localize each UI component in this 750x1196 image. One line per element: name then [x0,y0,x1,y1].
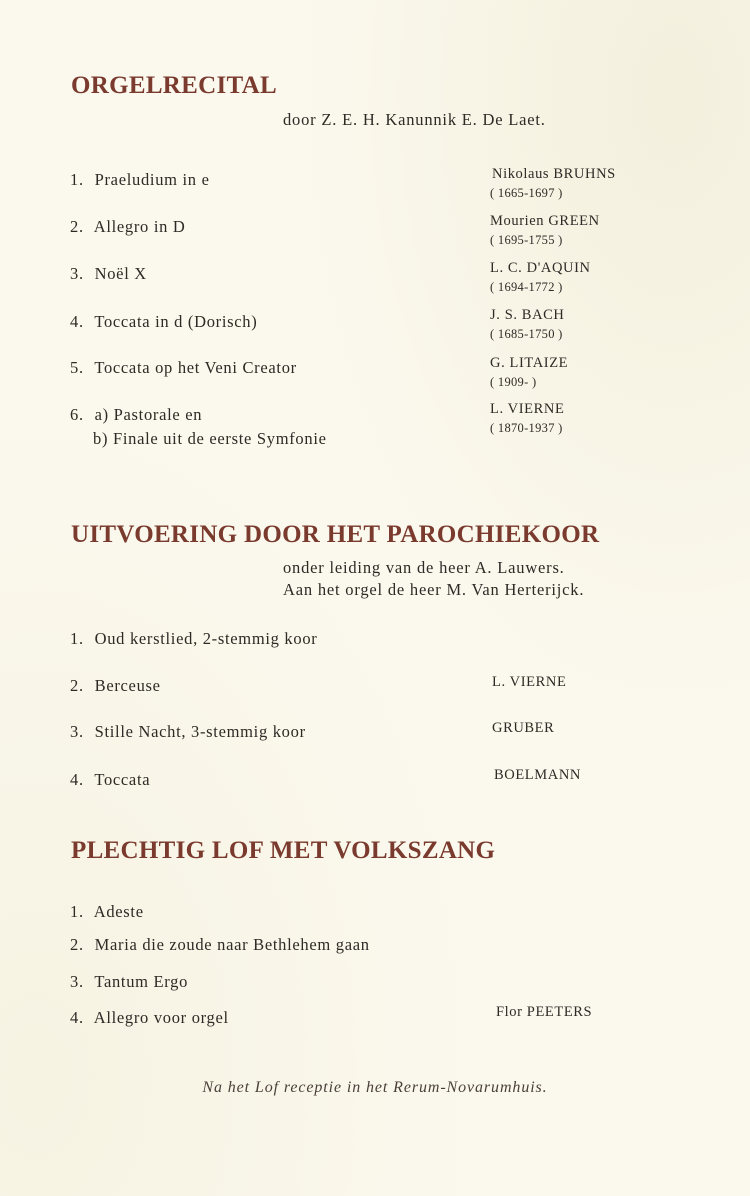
section-title-orgelrecital: ORGELRECITAL [71,72,277,99]
item-composer: J. S. BACH [490,307,565,323]
item-number: 3. [70,972,84,991]
item-title: Allegro voor orgel [93,1008,229,1027]
item-title: Allegro in D [93,217,186,236]
item-number: 2. [70,217,84,236]
item-number: 2. [70,676,84,695]
item-years: ( 1695-1755 ) [490,233,563,247]
item-composer: L. VIERNE [490,401,565,417]
list-item [70,358,297,378]
item-number: 3. [70,264,84,283]
item-composer: GRUBER [492,720,555,736]
item-years: ( 1665-1697 ) [490,186,563,200]
item-number: 1. [70,902,84,921]
item-title: Noël X [94,264,147,283]
item-title: Toccata in d (Dorisch) [94,312,258,331]
list-item [70,722,306,742]
list-item [70,264,147,284]
list-item [70,405,202,425]
item-title: Toccata op het Veni Creator [94,358,297,377]
section-title-parochiekoor: UITVOERING DOOR HET PAROCHIEKOOR [71,521,600,548]
item-number: 3. [70,722,84,741]
item-title: Stille Nacht, 3-stemmig koor [94,722,306,741]
item-number: 4. [70,312,84,331]
item-composer: BOELMANN [494,767,581,783]
item-years: ( 1870-1937 ) [490,421,563,435]
item-composer: G. LITAIZE [490,355,569,371]
koor-conductor: onder leiding van de heer A. Lauwers. [283,558,565,577]
item-number: 1. [70,170,84,189]
item-composer: L. C. D'AQUIN [490,260,591,276]
section-title-plechtig-lof: PLECHTIG LOF MET VOLKSZANG [71,837,496,864]
item-composer: Flor PEETERS [496,1004,593,1020]
item-title: Maria die zoude naar Bethlehem gaan [94,935,370,954]
list-item [70,770,150,790]
item-title: Tantum Ergo [94,972,189,991]
item-number: 6. [70,405,84,424]
item-composer: Nikolaus BRUHNS [492,166,616,182]
item-years: ( 1694-1772 ) [490,280,563,294]
item-number: 4. [70,1008,84,1027]
item-title: Berceuse [94,676,161,695]
list-item [70,1008,229,1028]
item-years: ( 1909- ) [490,375,537,389]
list-item [70,312,257,332]
item-title: Adeste [93,902,144,921]
list-item [70,629,317,649]
item-years: ( 1685-1750 ) [490,327,563,341]
item-title: Praeludium in e [94,170,210,189]
list-item [70,170,210,190]
item-composer: Mourien GREEN [490,213,600,229]
list-item [70,935,370,955]
item-number: 1. [70,629,84,648]
list-item [70,972,188,992]
list-item [70,676,161,696]
item-composer: L. VIERNE [492,674,567,690]
item-title: Oud kerstlied, 2-stemmig koor [94,629,318,648]
item-subtitle: b) Finale uit de eerste Symfonie [93,429,327,448]
koor-organist: Aan het orgel de heer M. Van Herterijck. [283,580,585,599]
footer-note: Na het Lof receptie in het Rerum-Novarumhuis. [202,1079,548,1096]
orgel-performer: door Z. E. H. Kanunnik E. De Laet. [283,110,546,129]
list-item [70,217,186,237]
item-title: a) Pastorale en [94,405,203,424]
item-number: 4. [70,770,84,789]
item-number: 5. [70,358,84,377]
item-title: Toccata [94,770,151,789]
item-number: 2. [70,935,84,954]
list-item [70,902,144,922]
